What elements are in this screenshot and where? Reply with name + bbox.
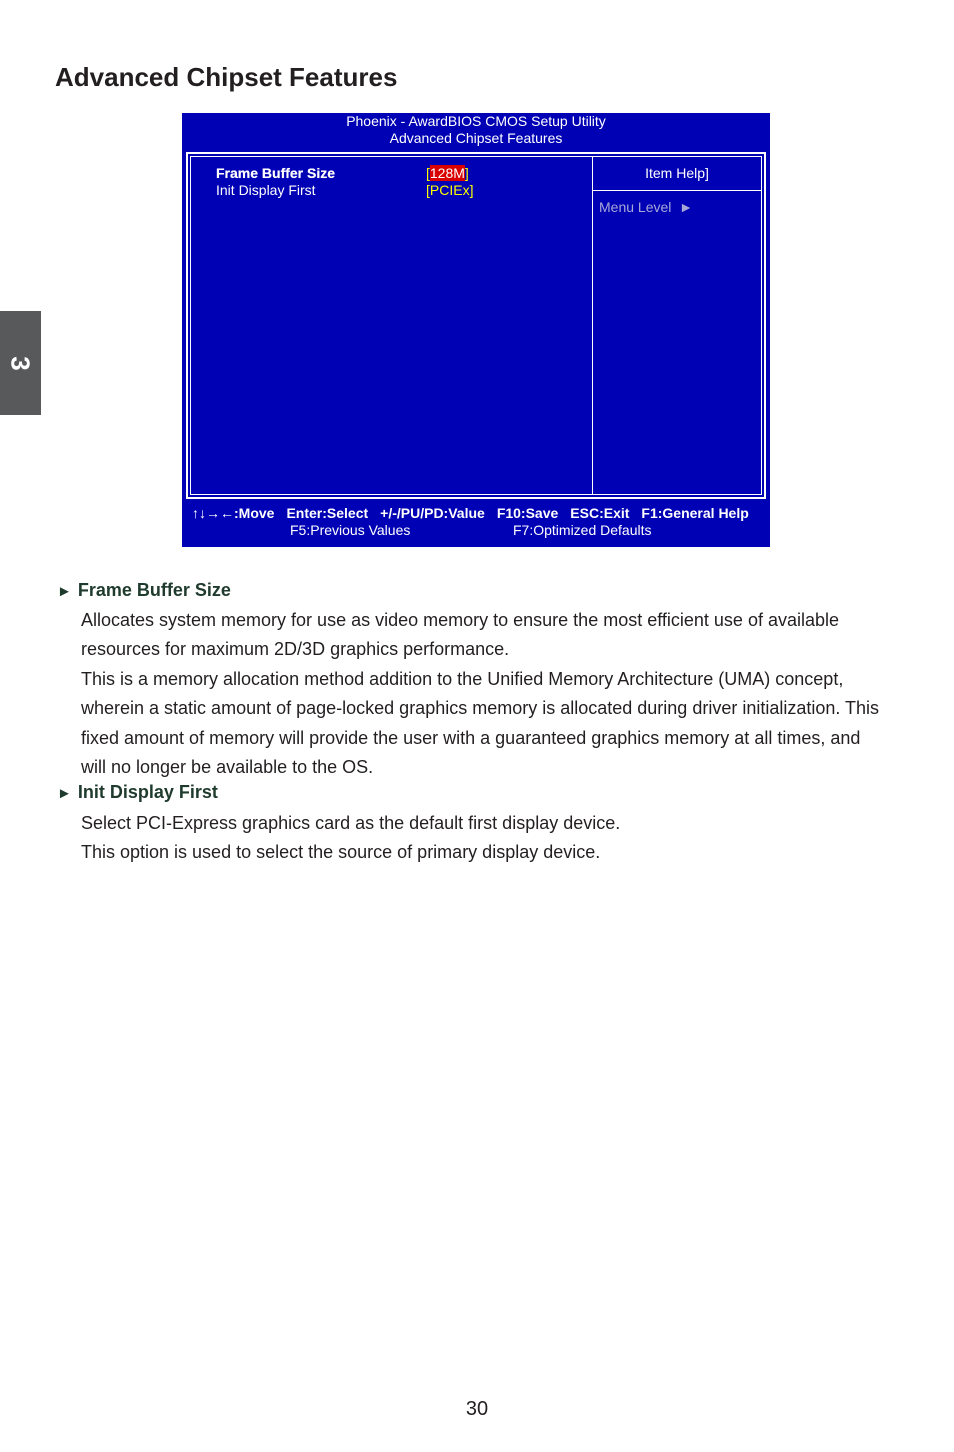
- bios-inner-frame: [190, 156, 762, 495]
- section-paragraph: This is a memory allocation method addition to the Unified Memory Architecture (UMA) concept, wherein a static amount of page-locked graphics memory is allocated during driver initialization. This fixed amount of memory will provide the user with a guaranteed graphics memory at all times, and will no longer be available to the OS.: [81, 669, 880, 777]
- bracket-open: [: [426, 165, 430, 181]
- key-save: F10:Save: [496, 505, 559, 521]
- bios-header-subtitle: Advanced Chipset Features: [389, 130, 563, 146]
- menu-level-label: Menu Level: [599, 199, 672, 215]
- section-title: Init Display First: [77, 782, 218, 802]
- section-heading-frame-buffer-size: [57, 580, 231, 601]
- selected-value-highlight: 128M: [429, 165, 465, 181]
- chapter-number: 3: [6, 355, 36, 371]
- bios-footer-keys: [182, 505, 770, 522]
- bios-header-title: Phoenix - AwardBIOS CMOS Setup Utility: [346, 113, 606, 129]
- key-help: F1:General Help: [641, 505, 749, 521]
- triangle-bullet-icon: ►: [57, 785, 72, 802]
- bios-panel-divider: [592, 157, 593, 494]
- bios-footer-defaults: [182, 522, 770, 539]
- bios-footer: [182, 505, 770, 539]
- key-value: +/-/PU/PD:Value: [380, 505, 485, 521]
- section-paragraph: Select PCI-Express graphics card as the default first display device.: [81, 813, 621, 833]
- bios-header: [182, 113, 770, 147]
- bios-item-value[interactable]: [PCIEx]: [426, 182, 474, 198]
- key-previous-values: F5:Previous Values: [290, 522, 411, 538]
- chapter-tab: [0, 311, 41, 415]
- bios-item-label: Frame Buffer Size: [216, 165, 336, 181]
- bios-screenshot: [182, 113, 770, 547]
- triangle-bullet-icon: ►: [57, 583, 72, 600]
- bios-item-value[interactable]: [426, 165, 469, 182]
- section-paragraph: Allocates system memory for use as video memory to ensure the most efficient use of available resources for maximum 2D/3D graphics performance.: [81, 610, 840, 660]
- page-title: Advanced Chipset Features: [55, 62, 398, 92]
- page-number: 30: [465, 1398, 489, 1420]
- menu-level-arrow-icon: ►: [679, 199, 694, 215]
- bios-item-label: Init Display First: [216, 182, 316, 198]
- section-heading-init-display-first: [57, 782, 218, 803]
- section-paragraph: This option is used to select the source of primary display device.: [81, 842, 601, 862]
- key-move: ↑↓→←:Move: [192, 505, 275, 521]
- bracket-close: ]: [464, 165, 469, 181]
- bios-main-frame: [186, 152, 766, 499]
- key-select: Enter:Select: [286, 505, 369, 521]
- key-optimized-defaults: F7:Optimized Defaults: [513, 522, 652, 538]
- item-help-header: Item Help]: [593, 157, 761, 191]
- section-title: Frame Buffer Size: [77, 580, 231, 600]
- key-exit: ESC:Exit: [570, 505, 630, 521]
- menu-level: [599, 199, 693, 215]
